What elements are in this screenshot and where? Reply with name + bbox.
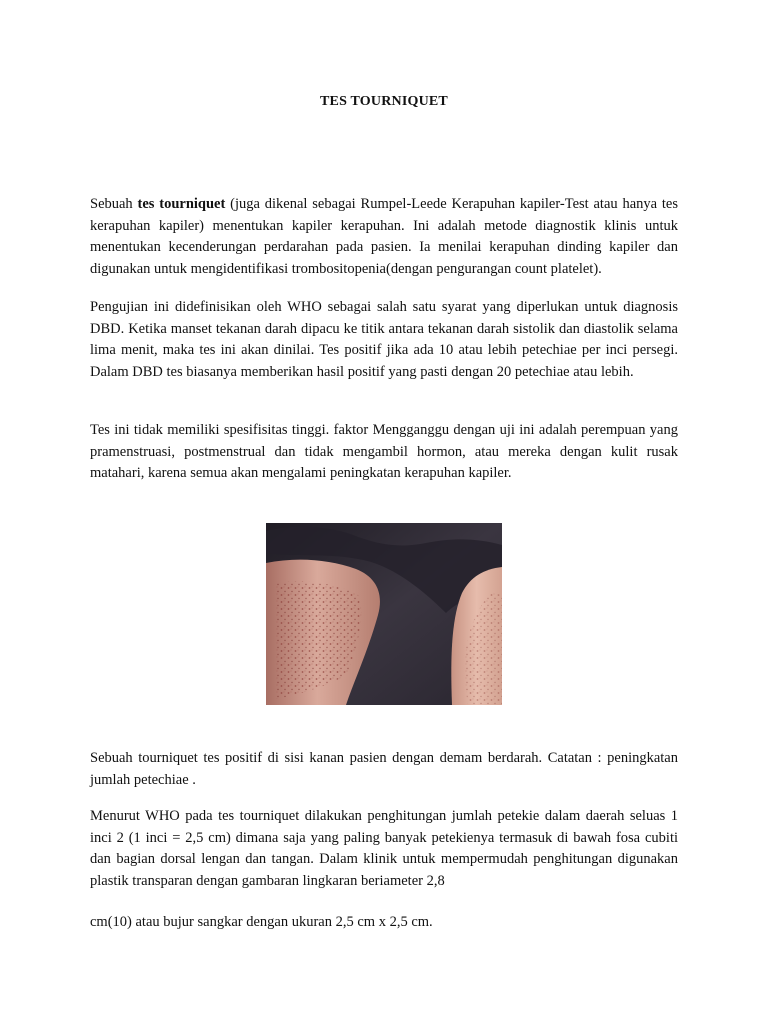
- paragraph-definition-lead: Sebuah: [90, 196, 138, 212]
- document-title: TES TOURNIQUET: [320, 94, 448, 109]
- term-tes-tourniquet: tes tourniquet: [137, 196, 226, 212]
- petechiae-arm-photo: [266, 523, 502, 705]
- paragraph-specificity: Tes ini tidak memiliki spesifisitas tinggi. faktor Mengganggu dengan uji ini adalah perempuan yang pramenstruasi, postmenstrual dan tidak mengambil hormon, atau mereka dengan kulit rusak matahari, karena semua akan mengalami peningkatan kerapuhan kapiler.: [90, 422, 678, 481]
- paragraph-definition: [90, 194, 678, 280]
- photo-caption: Sebuah tourniquet tes positif di sisi kanan pasien dengan demam berdarah. Catatan : peningkatan jumlah petechiae .: [90, 750, 678, 788]
- paragraph-who-criteria: Pengujian ini didefinisikan oleh WHO sebagai salah satu syarat yang diperlukan untuk diagnosis DBD. Ketika manset tekanan darah dipacu ke titik antara tekanan darah sistolik dan diastolik selama lima menit, maka tes ini akan dinilai. Tes positif jika ada 10 atau lebih petechiae per inci persegi. Dalam DBD tes biasanya memberikan hasil positif yang pasti dengan 20 petechiae atau lebih.: [90, 299, 678, 380]
- paragraph-counting-method: Menurut WHO pada tes tourniquet dilakukan penghitungan jumlah petekie dalam daerah seluas 1 inci 2 (1 inci = 2,5 cm) dimana saja yang paling banyak petekienya termasuk di bawah fosa cubiti dan bagian dorsal lengan dan tangan. Dalam klinik untuk mempermudah penghitungan digunakan plastik transparan dengan gambaran lingkaran beriameter 2,8: [90, 808, 678, 889]
- paragraph-definition-rest: (juga dikenal sebagai Rumpel-Leede Kerapuhan kapiler-Test atau hanya tes kerapuhan kapiler) menentukan kapiler kerapuhan. Ini adalah metode diagnostik klinis untuk menentukan kecenderungan perdarahan pada pasien. Ia menilai kerapuhan dinding kapiler dan digunakan untuk mengidentifikasi trombositopenia(dengan pengurangan count platelet).: [90, 196, 679, 277]
- paragraph-counting-continued: cm(10) atau bujur sangkar dengan ukuran 2,5 cm x 2,5 cm.: [90, 914, 433, 930]
